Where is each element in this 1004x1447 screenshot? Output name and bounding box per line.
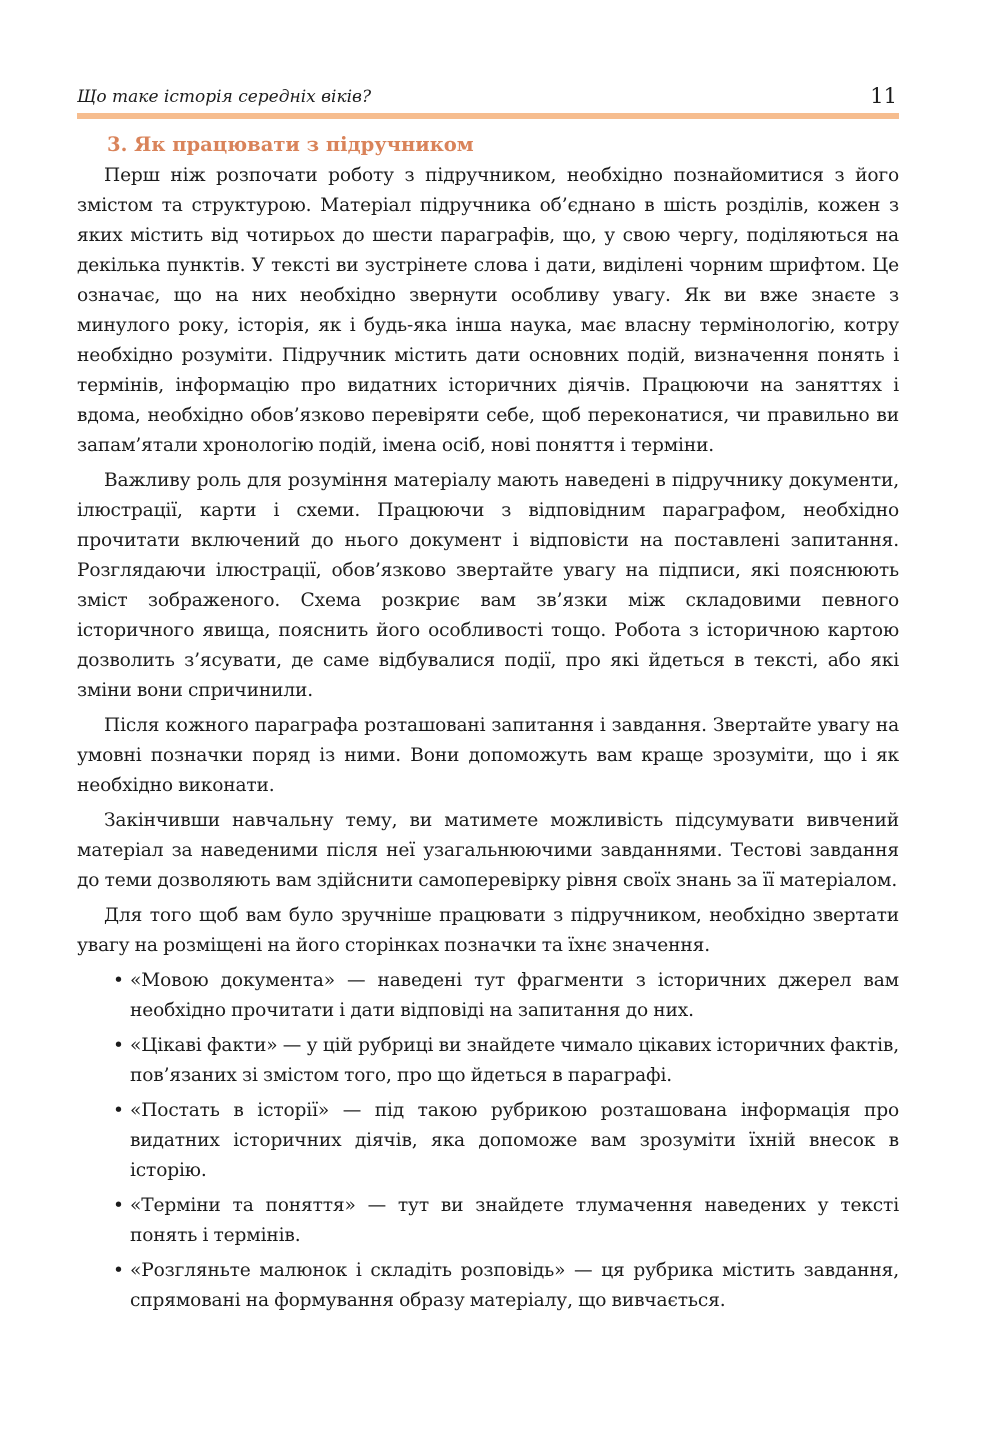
paragraph-3: Після кожного параграфа розташовані запитання і завдання. Звертайте увагу на умовні позначки поряд із ними. Вони допоможуть вам краще зрозуміти, що і як необхідно виконати. [77, 715, 899, 796]
section-heading: 3. Як працювати з підручником [107, 133, 474, 156]
bullet-icon: • [113, 970, 124, 991]
header-rule [77, 113, 899, 119]
list-item [77, 1096, 899, 1186]
bullet-icon: • [113, 1195, 124, 1216]
paragraph-4: Закінчивши навчальну тему, ви матимете можливість підсумувати вивчений матеріал за наведеними після неї узагальнюючими завданнями. Тестові завдання до теми дозволяють вам здійснити самоперевірку рівня своїх знань за її матеріалом. [77, 810, 899, 891]
list-item-text: «Цікаві факти» — у цій рубриці ви знайдете чимало цікавих історичних фактів, пов’язаних зі змістом того, про що йдеться в параграфі. [130, 1035, 899, 1086]
paragraph-2: Важливу роль для розуміння матеріалу мають наведені в підручнику документи, ілюстрації, карти і схеми. Працюючи з відповідним параграфом, необхідно прочитати включений до нього документ і відповісти на поставлені запитання. Розглядаючи ілюстрації, обов’язково звертайте увагу на підписи, які пояснюють зміст зображеного. Схема розкриє вам зв’язки між складовими певного історичного явища, пояснить його особливості тощо. Робота з історичною картою дозволить з’ясувати, де саме відбувалися події, про які йдеться в тексті, або які зміни вони спричинили. [77, 470, 899, 701]
rubric-list [77, 966, 899, 1316]
list-item [77, 966, 899, 1026]
list-item-text: «Терміни та поняття» — тут ви знайдете тлумачення наведених у тексті понять і термінів. [130, 1195, 899, 1246]
paragraph-5: Для того щоб вам було зручніше працювати з підручником, необхідно звертати увагу на розміщені на його сторінках позначки та їхнє значення. [77, 905, 899, 956]
bullet-icon: • [113, 1100, 124, 1121]
page-body [77, 128, 899, 1321]
list-item-text: «Розгляньте малюнок і складіть розповідь» — ця рубрика містить завдання, спрямовані на формування образу матеріалу, що вивчається. [130, 1260, 899, 1311]
bullet-icon: • [113, 1035, 124, 1056]
bullet-icon: • [113, 1260, 124, 1281]
page-number: 11 [870, 84, 897, 108]
running-title: Що таке історія середніх віків? [77, 87, 372, 107]
page-header [77, 84, 899, 110]
list-item [77, 1191, 899, 1251]
paragraph-1: Перш ніж розпочати роботу з підручником, необхідно познайомитися з його змістом та структурою. Матеріал підручника об’єднано в шість розділів, кожен з яких містить від чотирьох до шести параграфів, що, у свою чергу, поділяються на декілька пунктів. У тексті ви зустрінете слова і дати, виділені чорним шрифтом. Це означає, що на них необхідно звернути особливу увагу. Як ви вже знаєте з минулого року, історія, як і будь-яка інша наука, має власну термінологію, котру необхідно розуміти. Підручник містить дати основних подій, визначення понять і термінів, інформацію про видатних історичних діячів. Працюючи на заняттях і вдома, необхідно обов’язково перевіряти себе, щоб переконатися, чи правильно ви запам’ятали хронологію подій, імена осіб, нові поняття і терміни. [77, 165, 899, 456]
list-item-text: «Постать в історії» — під такою рубрикою розташована інформація про видатних історичних діячів, яка допоможе вам зрозуміти їхній внесок в історію. [130, 1100, 899, 1181]
list-item-text: «Мовою документа» — наведені тут фрагменти з історичних джерел вам необхідно прочитати і дати відповіді на запитання до них. [130, 970, 899, 1021]
list-item [77, 1256, 899, 1316]
list-item [77, 1031, 899, 1091]
